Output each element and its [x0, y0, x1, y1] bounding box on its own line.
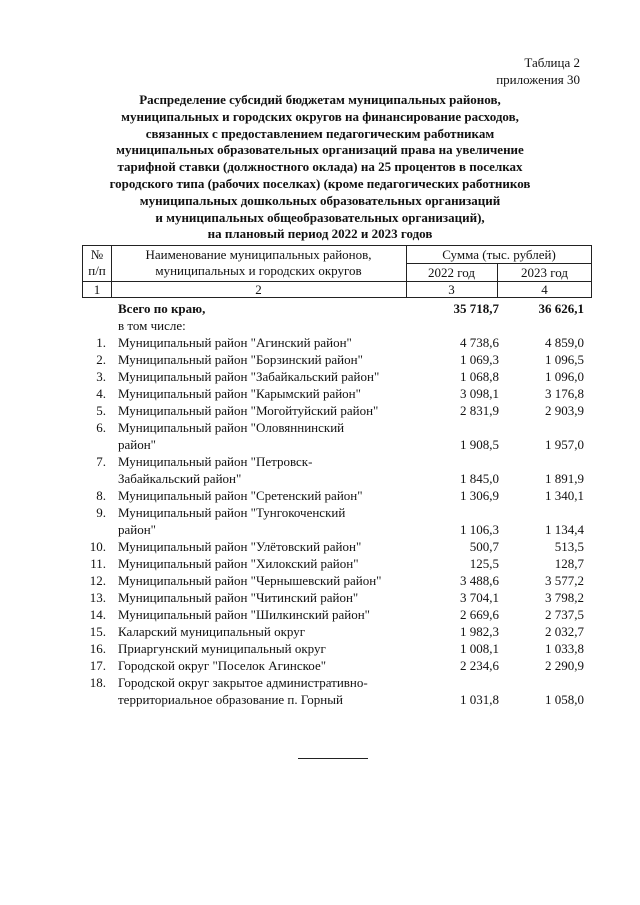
row-value-2023: 1 096,5: [545, 352, 584, 367]
row-name-line: Муниципальный район "Чернышевский район": [118, 573, 382, 588]
table-number: Таблица 2: [524, 55, 580, 70]
title-line: тарифной ставки (должностного оклада) на 25 процентов в поселках: [117, 159, 523, 175]
row-name: [118, 623, 408, 640]
row-number: 10.: [89, 539, 106, 554]
row-name-line: Забайкальский район": [118, 471, 242, 486]
row-number: 18.: [89, 675, 106, 690]
row-value-2023: 1 957,0: [545, 437, 584, 452]
row-value-2022: 125,5: [469, 556, 499, 571]
row-value-2023: 2 032,7: [545, 624, 584, 639]
closing-rule: [298, 758, 368, 759]
row-value-2023: 1 891,9: [545, 471, 584, 486]
row-value-2023: 1 340,1: [545, 488, 584, 503]
row-name: [118, 334, 408, 351]
row-value-2023: 1 096,0: [545, 369, 584, 384]
table-header: [82, 245, 592, 298]
total-label: Всего по краю,: [118, 301, 206, 316]
table-row: [82, 402, 592, 419]
including-label: в том числе:: [118, 318, 186, 333]
row-name: [118, 606, 408, 623]
row-name-line: Муниципальный район "Агинский район": [118, 335, 352, 350]
row-name-line: Приаргунский муниципальный округ: [118, 641, 326, 656]
row-name-line: Муниципальный район "Тунгокоченский: [118, 505, 346, 520]
row-number: 9.: [96, 505, 106, 520]
row-value-2023: 128,7: [554, 556, 584, 571]
row-value-2022: 1 008,1: [460, 641, 499, 656]
row-name-line: Муниципальный район "Петровск-: [118, 454, 313, 469]
row-number: 1.: [96, 335, 106, 350]
table-row: [82, 640, 592, 657]
table-row: [82, 657, 592, 674]
title-line: муниципальных образовательных организаций права на увеличение: [116, 142, 524, 158]
document-title: [90, 92, 550, 243]
row-name: [118, 402, 408, 419]
including-row: [82, 317, 592, 334]
row-number: 17.: [89, 658, 106, 673]
table-row: [82, 589, 592, 606]
row-value-2023: 3 798,2: [545, 590, 584, 605]
header-year-2023: 2023 год: [521, 265, 568, 280]
row-value-2023: 1 033,8: [545, 641, 584, 656]
header-num: № п/п: [88, 247, 106, 278]
row-name-line: Муниципальный район "Оловяннинский: [118, 420, 345, 435]
row-value-2022: 2 669,6: [460, 607, 499, 622]
column-number-3: 3: [448, 282, 455, 297]
row-number: 3.: [96, 369, 106, 384]
title-line: связанных с предоставлением педагогическим работникам: [145, 125, 495, 141]
table-row: [82, 351, 592, 368]
row-name-line: территориальное образование п. Горный: [118, 692, 343, 707]
table-row: [82, 385, 592, 402]
row-name-line: Муниципальный район "Могойтуйский район": [118, 403, 379, 418]
row-value-2022: 500,7: [469, 539, 499, 554]
title-line: городского типа (рабочих поселках) (кроме педагогических работников: [109, 175, 531, 191]
row-value-2022: 1 106,3: [460, 522, 499, 537]
appendix-reference: приложения 30: [496, 72, 580, 87]
row-name: [118, 555, 408, 572]
column-number-4: 4: [541, 282, 548, 297]
row-name-line: район": [118, 522, 156, 537]
row-name: [118, 419, 408, 453]
row-value-2022: 1 306,9: [460, 488, 499, 503]
row-name-line: Муниципальный район "Шилкинский район": [118, 607, 370, 622]
row-name-line: Муниципальный район "Забайкальский район": [118, 369, 380, 384]
row-value-2022: 4 738,6: [460, 335, 499, 350]
row-number: 14.: [89, 607, 106, 622]
row-value-2022: 1 845,0: [460, 471, 499, 486]
row-value-2022: 1 031,8: [460, 692, 499, 707]
row-number: 13.: [89, 590, 106, 605]
header-year-2022: 2022 год: [428, 265, 475, 280]
row-name-line: Муниципальный район "Улётовский район": [118, 539, 362, 554]
column-number-1: 1: [93, 282, 101, 297]
row-name: [118, 674, 408, 708]
row-value-2022: 2 831,9: [460, 403, 499, 418]
row-name-line: Муниципальный район "Борзинский район": [118, 352, 363, 367]
row-value-2023: 1 058,0: [545, 692, 584, 707]
column-number-2: 2: [255, 282, 262, 297]
title-line: Распределение субсидий бюджетам муниципальных районов,: [139, 92, 501, 107]
row-name: [118, 351, 408, 368]
row-name-line: Муниципальный район "Хилокский район": [118, 556, 359, 571]
row-name: [118, 640, 408, 657]
header-name: Наименование муниципальных районов, муниципальных и городских округов: [145, 247, 372, 278]
table-row: [82, 334, 592, 351]
row-number: 2.: [96, 352, 106, 367]
row-value-2022: 1 068,8: [460, 369, 499, 384]
row-number: 16.: [89, 641, 106, 656]
row-value-2023: 4 859,0: [545, 335, 584, 350]
row-name-line: Муниципальный район "Читинский район": [118, 590, 359, 605]
row-number: 6.: [96, 420, 106, 435]
row-number: 5.: [96, 403, 106, 418]
row-name: [118, 538, 408, 555]
row-value-2023: 513,5: [554, 539, 584, 554]
row-name: [118, 589, 408, 606]
row-name: [118, 368, 408, 385]
table-row: [82, 572, 592, 589]
row-name: [118, 572, 408, 589]
row-value-2023: 2 903,9: [545, 403, 584, 418]
table-row: [82, 606, 592, 623]
table-row: [82, 487, 592, 504]
row-number: 8.: [96, 488, 106, 503]
row-name: [118, 385, 408, 402]
total-2022: 35 718,7: [453, 301, 499, 316]
row-name-line: Каларский муниципальный округ: [118, 624, 306, 639]
table-row: [82, 419, 592, 453]
row-value-2023: 2 737,5: [545, 607, 584, 622]
title-line: и муниципальных общеобразовательных организаций),: [155, 209, 485, 225]
row-value-2022: 2 234,6: [460, 658, 499, 673]
row-number: 11.: [90, 556, 106, 571]
row-value-2022: 3 098,1: [460, 386, 499, 401]
row-number: 4.: [96, 386, 106, 401]
table-reference: [496, 54, 580, 88]
row-number: 7.: [96, 454, 106, 469]
title-line: муниципальных и городских округов на финансирование расходов,: [121, 108, 519, 124]
row-value-2023: 3 176,8: [545, 386, 584, 401]
table-row: [82, 555, 592, 572]
row-value-2023: 1 134,4: [545, 522, 584, 537]
row-name: [118, 657, 408, 674]
row-name: [118, 504, 408, 538]
table-row: [82, 368, 592, 385]
total-2023: 36 626,1: [538, 301, 584, 316]
table-row: [82, 504, 592, 538]
row-name: [118, 453, 408, 487]
row-value-2022: 3 488,6: [460, 573, 499, 588]
table-row: [82, 453, 592, 487]
total-row: [82, 300, 592, 317]
row-value-2023: 2 290,9: [545, 658, 584, 673]
title-line: муниципальных дошкольных образовательных организаций: [139, 192, 501, 208]
row-name-line: Муниципальный район "Сретенский район": [118, 488, 363, 503]
row-value-2022: 3 704,1: [460, 590, 499, 605]
row-name: [118, 487, 408, 504]
table-row: [82, 623, 592, 640]
row-value-2022: 1 982,3: [460, 624, 499, 639]
title-line: на плановый период 2022 и 2023 годов: [207, 226, 433, 242]
row-number: 15.: [89, 624, 106, 639]
header-sum: Сумма (тыс. рублей): [442, 247, 556, 262]
row-number: 12.: [89, 573, 106, 588]
row-value-2023: 3 577,2: [545, 573, 584, 588]
table-body: [82, 300, 592, 708]
row-name-line: Городской округ закрытое административно-: [118, 675, 368, 690]
row-value-2022: 1 069,3: [460, 352, 499, 367]
row-value-2022: 1 908,5: [460, 437, 499, 452]
row-name-line: район": [118, 437, 156, 452]
row-name-line: Городской округ "Поселок Агинское": [118, 658, 327, 673]
table-row: [82, 674, 592, 708]
row-name-line: Муниципальный район "Карымский район": [118, 386, 361, 401]
table-row: [82, 538, 592, 555]
